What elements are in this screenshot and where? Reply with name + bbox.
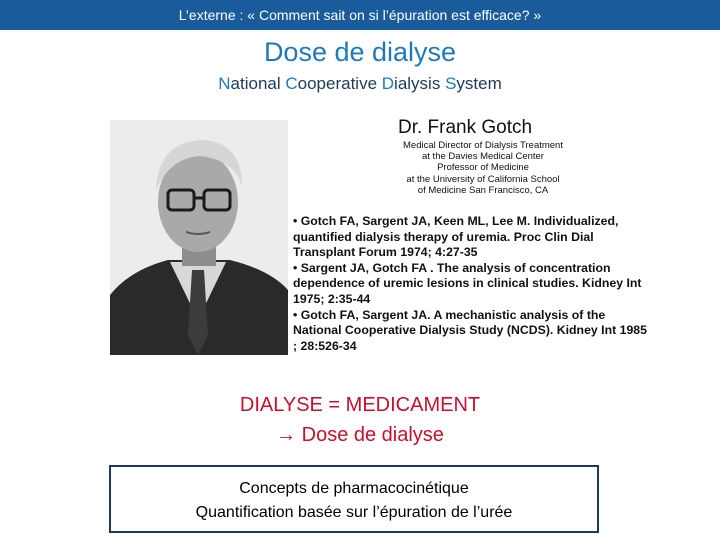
concept-line-1: Concepts de pharmacocinétique — [239, 480, 469, 497]
affiliation-line: Medical Director of Dialysis Treatment — [403, 140, 563, 151]
highlight-conclusion-text: Dose de dialyse — [301, 424, 444, 446]
portrait-photo — [110, 120, 288, 355]
subtitle-initial-c: C — [285, 74, 298, 93]
doctor-name: Dr. Frank Gotch — [398, 117, 533, 138]
reference-list — [293, 214, 693, 354]
reference-line: • Gotch FA, Sargent JA, Keen ML, Lee M. Individualized, — [293, 214, 619, 228]
portrait-illustration — [110, 120, 288, 355]
header-bar — [0, 0, 720, 30]
reference-line: Transplant Forum 1974; 4:27-35 — [293, 245, 478, 260]
reference-line: quantified dialysis therapy of uremia. Proc Clin Dial — [293, 229, 594, 244]
reference-line: National Cooperative Dialysis Study (NCDS). Kidney Int 1985 — [293, 323, 647, 338]
subtitle-word-1: ational — [230, 74, 286, 93]
reference-line: ; 28:526-34 — [293, 338, 357, 353]
doctor-affiliation — [388, 140, 578, 196]
reference-line: dependence of uremic lesions in clinical studies. Kidney Int — [293, 276, 642, 291]
subtitle-initial-s: S — [445, 74, 457, 93]
reference-line: • Sargent JA, Gotch FA . The analysis of concentration — [293, 260, 611, 275]
subtitle-initial-n: N — [218, 74, 231, 93]
affiliation-line: at the Davies Medical Center — [422, 151, 544, 163]
page-title: Dose de dialyse — [263, 37, 457, 67]
affiliation-line: of Medicine San Francisco, CA — [417, 184, 549, 196]
arrow-right-icon: → — [276, 424, 297, 446]
highlight-statement: DIALYSE = MEDICAMENT — [239, 394, 481, 416]
affiliation-line: Professor of Medicine — [437, 162, 529, 174]
subtitle-word-2: ooperative — [297, 74, 382, 93]
subtitle-word-3: ialysis — [394, 74, 446, 93]
page-subtitle — [0, 72, 720, 96]
concept-line-2: Quantification basée sur l’épuration de l’urée — [195, 504, 513, 521]
concepts-box — [109, 465, 599, 533]
highlight-conclusion — [0, 422, 720, 448]
affiliation-line: at the University of California School — [406, 173, 560, 185]
reference-line: • Gotch FA, Sargent JA. A mechanistic analysis of the — [293, 307, 606, 322]
reference-line: 1975; 2:35-44 — [293, 291, 371, 306]
subtitle-word-4: ystem — [456, 74, 502, 93]
subtitle-initial-d: D — [381, 74, 395, 93]
header-text: L’externe : « Comment sait on si l’épuration est efficace? » — [178, 7, 542, 23]
